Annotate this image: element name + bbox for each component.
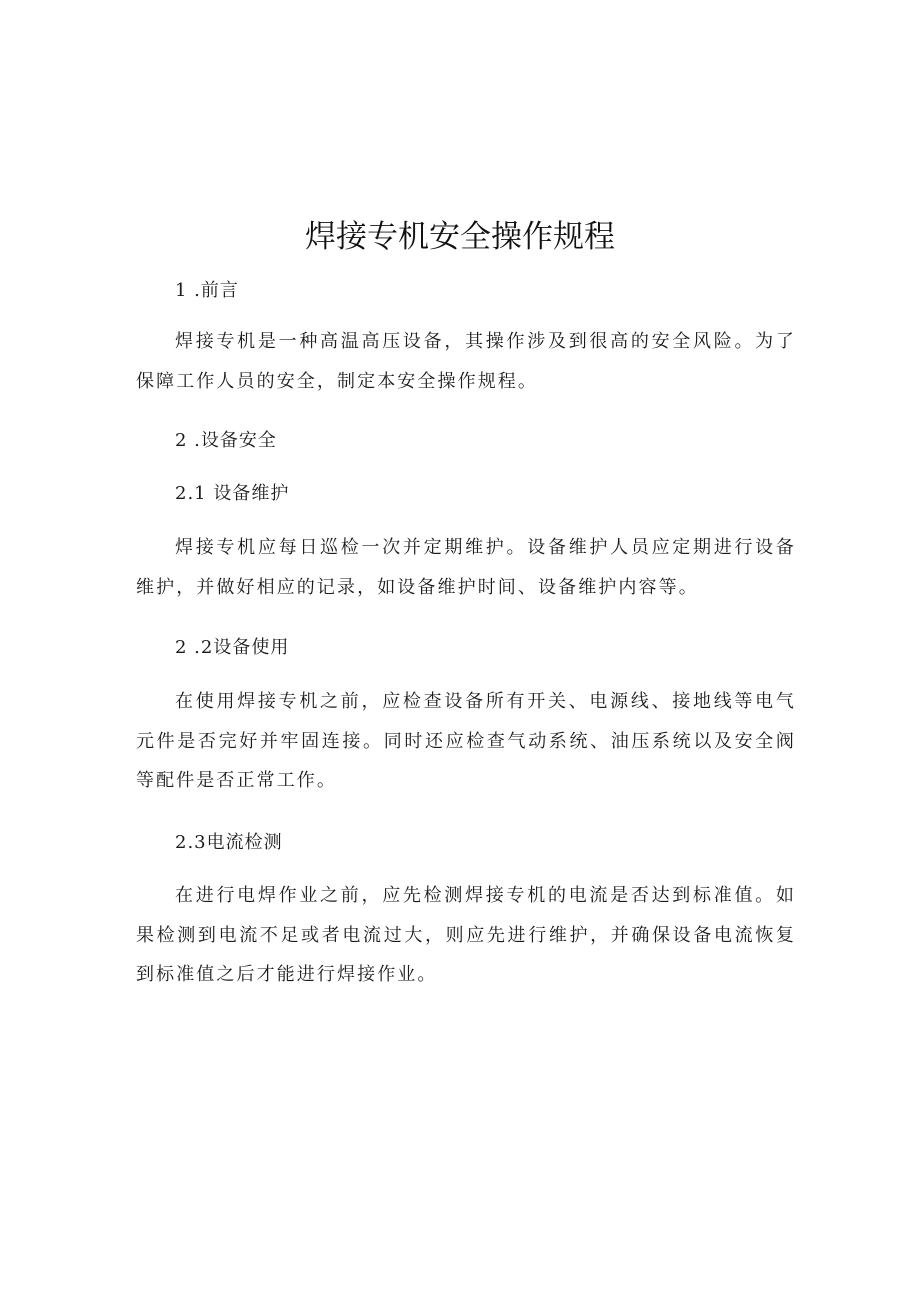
paragraph-preface: 焊接专机是一种高温高压设备，其操作涉及到很高的安全风险。为了保障工作人员的安全，制定本安全操作规程。 [136, 331, 796, 392]
paragraph-equipment-maintenance: 焊接专机应每日巡检一次并定期维护。设备维护人员应定期进行设备维护，并做好相应的记录，如设备维护时间、设备维护内容等。 [136, 537, 796, 598]
paragraph-current-detection: 在进行电焊作业之前，应先检测焊接专机的电流是否达到标准值。如果检测到电流不足或者电流过大，则应先进行维护，并确保设备电流恢复到标准值之后才能进行焊接作业。 [136, 885, 796, 985]
section-heading-equipment-maintenance: 2.1 设备维护 [175, 483, 290, 504]
section-heading-equipment-usage: 2 .2设备使用 [175, 637, 290, 658]
paragraph-equipment-usage: 在使用焊接专机之前，应检查设备所有开关、电源线、接地线等电气元件是否完好并牢固连接。同时还应检查气动系统、油压系统以及安全阀等配件是否正常工作。 [136, 691, 796, 791]
document-title: 焊接专机安全操作规程 [305, 219, 615, 255]
section-heading-preface: 1 .前言 [175, 280, 239, 301]
section-heading-equipment-safety: 2 .设备安全 [175, 430, 277, 451]
section-heading-current-detection: 2.3电流检测 [175, 832, 283, 853]
